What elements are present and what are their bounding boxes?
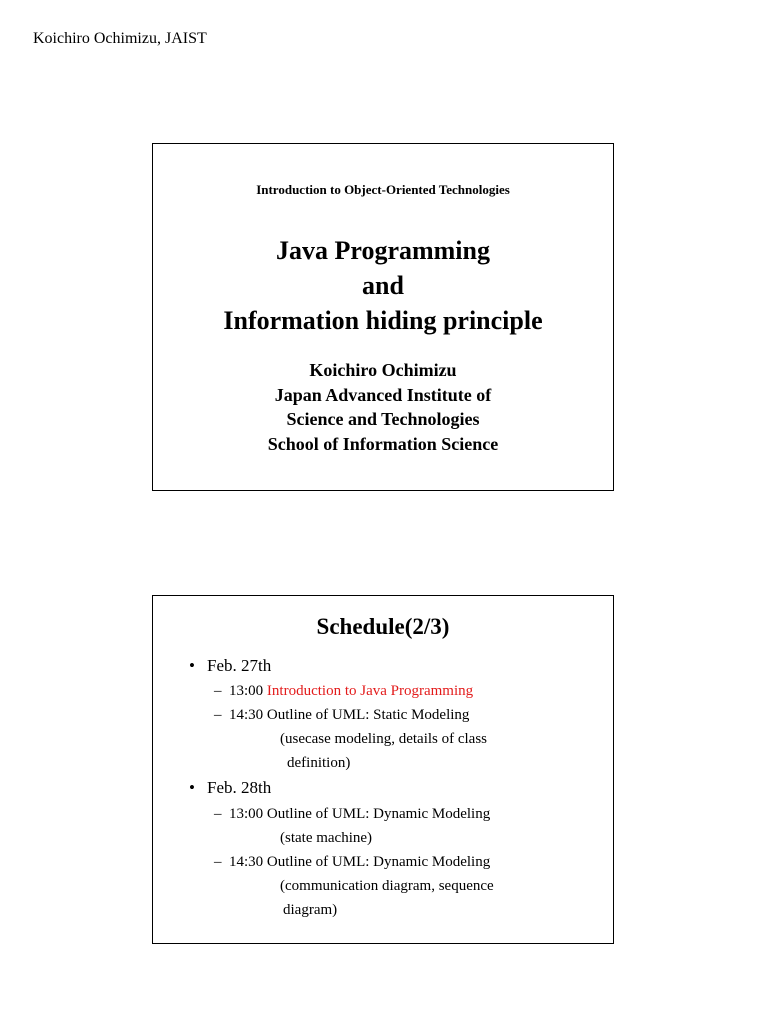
entry-detail: definition) (287, 755, 351, 771)
affiliation-line: Science and Technologies (286, 409, 480, 429)
lecture-title (153, 233, 613, 338)
entry-text: Introduction to Java Programming (266, 683, 474, 699)
entry-text: Outline of UML: Dynamic Modeling (266, 854, 491, 870)
affiliation-line: School of Information Science (267, 433, 499, 454)
entry-time: 13:00 (229, 683, 264, 699)
dash-icon: – (214, 707, 222, 723)
entry-detail: (state machine) (280, 830, 373, 846)
slide-title: Schedule(2/3) (316, 614, 450, 639)
dash-icon: – (214, 854, 222, 870)
entry-text: Outline of UML: Dynamic Modeling (266, 806, 491, 822)
dash-icon: – (214, 806, 222, 822)
day-item-feb28 (189, 777, 271, 799)
entry-detail: (usecase modeling, details of class (280, 731, 488, 747)
title-line: and (362, 271, 404, 300)
schedule-entry (214, 703, 469, 727)
title-line: Java Programming (276, 236, 490, 265)
page-header: Koichiro Ochimizu, JAIST (33, 30, 207, 47)
affiliation-line: Japan Advanced Institute of (274, 384, 492, 405)
course-subtitle: Introduction to Object-Oriented Technologies (256, 182, 510, 197)
day-item-feb27 (189, 655, 271, 677)
author-name: Koichiro Ochimizu (309, 360, 457, 380)
entry-time: 14:30 (229, 707, 264, 723)
title-slide (152, 143, 614, 491)
entry-detail: (communication diagram, sequence (280, 878, 494, 894)
bullet-icon: • (189, 778, 195, 797)
entry-time: 14:30 (229, 854, 264, 870)
author-block (153, 358, 613, 456)
day-label: Feb. 28th (207, 778, 272, 797)
schedule-entry (214, 802, 490, 826)
day-label: Feb. 27th (207, 656, 272, 675)
bullet-icon: • (189, 656, 195, 675)
entry-time: 13:00 (229, 806, 264, 822)
entry-text: Outline of UML: Static Modeling (266, 707, 470, 723)
entry-detail: diagram) (283, 902, 338, 918)
title-line: Information hiding principle (223, 306, 543, 335)
schedule-entry (214, 850, 490, 874)
schedule-slide (152, 595, 614, 944)
dash-icon: – (214, 683, 222, 699)
schedule-entry (214, 679, 473, 703)
